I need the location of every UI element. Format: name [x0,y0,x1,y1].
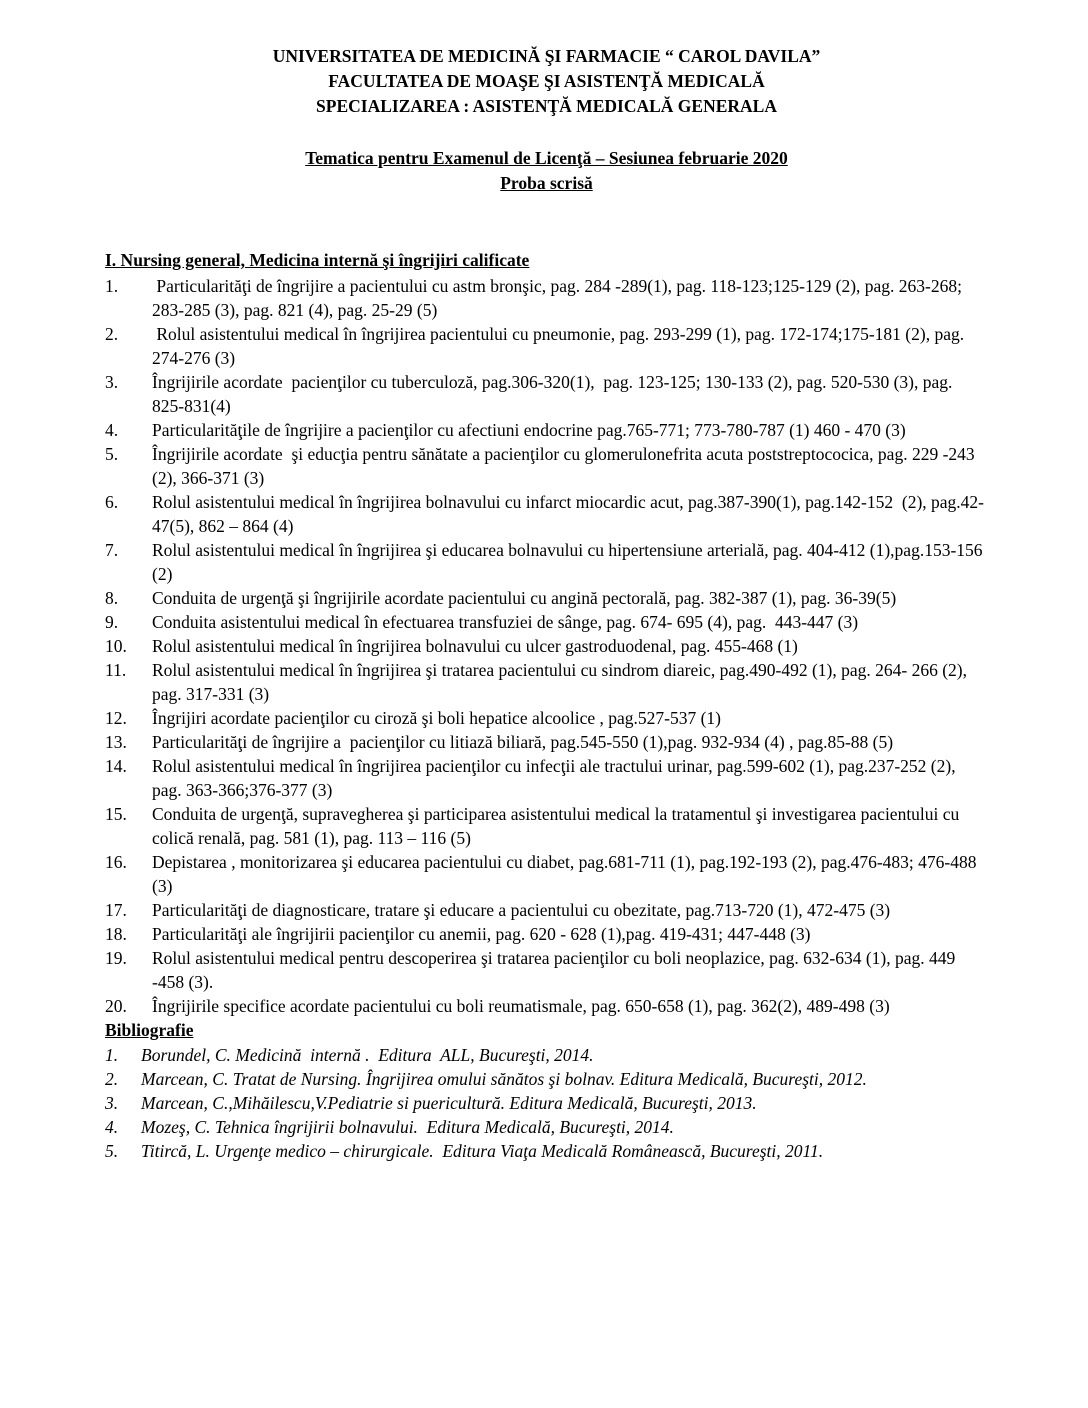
topic-text: Rolul asistentului medical în îngrijirea pacienţilor cu infecţii ale tractului urinar, pag.599-602 (1), pag.237-252 (2), pag. 363-366;376-377 (3) [152,756,965,800]
topic-number: 14. [105,756,127,776]
topic-text: Particularităţi de diagnosticare, tratare şi educare a pacientului cu obezitate, pag.713-720 (1), 472-475 (3) [152,900,891,920]
topic-text: Rolul asistentului medical în îngrijirea bolnavului cu infarct miocardic acut, pag.387-390(1), pag.142-152 (2), pag.42-47(5), 862 – 864 (4) [152,492,984,536]
bibliography-number: 4. [105,1117,119,1137]
university-name: UNIVERSITATEA DE MEDICINĂ ŞI FARMACIE “ CAROL DAVILA” [272,46,821,66]
topic-text: Particularităţi de îngrijire a pacienţilor cu litiază biliară, pag.545-550 (1),pag. 932-934 (4) , pag.85-88 (5) [152,732,894,752]
topic-item [105,490,988,538]
topic-text: Îngrijirile specifice acordate pacientului cu boli reumatismale, pag. 650-658 (1), pag. 362(2), 489-498 (3) [152,996,890,1016]
topic-number: 10. [105,636,127,656]
topic-text: Rolul asistentului medical în îngrijirea şi tratarea pacientului cu sindrom diareic, pag.490-492 (1), pag. 264- 266 (2), pag. 317-331 (3) [152,660,972,704]
topic-text: Depistarea , monitorizarea şi educarea pacientului cu diabet, pag.681-711 (1), pag.192-193 (2), pag.476-483; 476-488 (3) [152,852,981,896]
topic-number: 5. [105,444,119,464]
topic-text: Îngrijirile acordate pacienţilor cu tuberculoză, pag.306-320(1), pag. 123-125; 130-133 (2), pag. 520-530 (3), pag. 825-831(4) [152,372,957,416]
topic-number: 16. [105,852,127,872]
topic-item [105,730,988,754]
topic-text: Particularităţile de îngrijire a pacienţilor cu afectiuni endocrine pag.765-771; 773-780-787 (1) 460 - 470 (3) [152,420,906,440]
topic-text: Rolul asistentului medical în îngrijirea bolnavului cu ulcer gastroduodenal, pag. 455-468 (1) [152,636,798,656]
topic-number: 1. [105,276,119,296]
topic-item [105,658,988,706]
bibliography-item [105,1115,988,1139]
topic-number: 15. [105,804,127,824]
section-heading: I. Nursing general, Medicina internă şi îngrijiri calificate [105,250,530,270]
topic-item [105,586,988,610]
bibliography-text: Mozeş, C. Tehnica îngrijirii bolnavului. Editura Medicală, Bucureşti, 2014. [141,1117,674,1137]
topic-item [105,706,988,730]
topic-number: 3. [105,372,119,392]
bibliography-text: Titircă, L. Urgenţe medico – chirurgicale. Editura Viaţa Medicală Românească, Bucureşti, 2011. [141,1141,824,1161]
topic-text: Rolul asistentului medical pentru descoperirea şi tratarea pacienţilor cu boli neoplazice, pag. 632-634 (1), pag. 449 -458 (3). [152,948,960,992]
topic-number: 2. [105,324,119,344]
topic-item [105,274,988,322]
topic-number: 11. [105,660,127,680]
exam-title: Tematica pentru Examenul de Licenţă – Sesiunea februarie 2020 [305,148,788,168]
topic-number: 12. [105,708,127,728]
faculty-name: FACULTATEA DE MOAŞE ŞI ASISTENŢĂ MEDICALĂ [328,71,765,91]
bibliography-number: 2. [105,1069,119,1089]
bibliography-list [105,1043,988,1163]
bibliography-number: 3. [105,1093,119,1113]
topic-item [105,898,988,922]
topic-number: 13. [105,732,127,752]
bibliography-item [105,1043,988,1067]
topic-item [105,538,988,586]
topic-number: 9. [105,612,119,632]
specialization-name: SPECIALIZAREA : ASISTENŢĂ MEDICALĂ GENERALA [316,96,777,116]
topics-list [105,274,988,1018]
bibliography-item [105,1139,988,1163]
bibliography-text: Marcean, C. Tratat de Nursing. Îngrijirea omului sănătos şi bolnav. Editura Medicală, Bucureşti, 2012. [141,1069,867,1089]
topic-number: 19. [105,948,127,968]
topic-item [105,610,988,634]
topic-item [105,802,988,850]
topic-item [105,442,988,490]
topic-item [105,634,988,658]
exam-subtitle: Proba scrisă [500,173,593,193]
document-header [105,44,988,119]
document-title [105,146,988,196]
topic-item [105,418,988,442]
topic-item [105,322,988,370]
topic-number: 20. [105,996,127,1016]
topic-number: 18. [105,924,127,944]
topic-item [105,946,988,994]
topic-number: 17. [105,900,127,920]
topic-item [105,370,988,418]
topic-number: 8. [105,588,119,608]
topic-number: 7. [105,540,119,560]
topic-text: Conduita de urgenţă, supravegherea şi participarea asistentului medical la tratamentul şi investigarea pacientului cu colică renală, pag. 581 (1), pag. 113 – 116 (5) [152,804,964,848]
topic-item [105,850,988,898]
topic-text: Îngrijirile acordate şi educţia pentru sănătate a pacienţilor cu glomerulonefrita acuta poststreptococica, pag. 229 -243 (2), 366-371 (3) [152,444,980,488]
topic-text: Conduita asistentului medical în efectuarea transfuziei de sânge, pag. 674- 695 (4), pag. 443-447 (3) [152,612,859,632]
topic-text: Particularităţi de îngrijire a pacientului cu astm bronşic, pag. 284 -289(1), pag. 118-123;125-129 (2), pag. 263-268; 283-285 (3), pag. 821 (4), pag. 25-29 (5) [152,276,967,320]
topic-item [105,754,988,802]
topic-item [105,994,988,1018]
topic-text: Rolul asistentului medical în îngrijirea pacientului cu pneumonie, pag. 293-299 (1), pag. 172-174;175-181 (2), pag. 274-276 (3) [152,324,969,368]
bibliography-heading: Bibliografie [105,1020,194,1040]
bibliography-number: 5. [105,1141,119,1161]
bibliography-text: Marcean, C.,Mihăilescu,V.Pediatrie si puericultură. Editura Medicală, Bucureşti, 2013. [141,1093,757,1113]
topic-item [105,922,988,946]
topic-text: Conduita de urgenţă şi îngrijirile acordate pacientului cu angină pectorală, pag. 382-387 (1), pag. 36-39(5) [152,588,897,608]
topic-text: Îngrijiri acordate pacienţilor cu ciroză şi boli hepatice alcoolice , pag.527-537 (1) [152,708,721,728]
topic-number: 4. [105,420,119,440]
bibliography-number: 1. [105,1045,119,1065]
bibliography-text: Borundel, C. Medicină internă . Editura ALL, Bucureşti, 2014. [141,1045,594,1065]
topic-text: Particularităţi ale îngrijirii pacienţilor cu anemii, pag. 620 - 628 (1),pag. 419-431; 447-448 (3) [152,924,811,944]
bibliography-item [105,1091,988,1115]
topic-text: Rolul asistentului medical în îngrijirea şi educarea bolnavului cu hipertensiune arterială, pag. 404-412 (1),pag.153-156 (2) [152,540,987,584]
bibliography-item [105,1067,988,1091]
topic-number: 6. [105,492,119,512]
